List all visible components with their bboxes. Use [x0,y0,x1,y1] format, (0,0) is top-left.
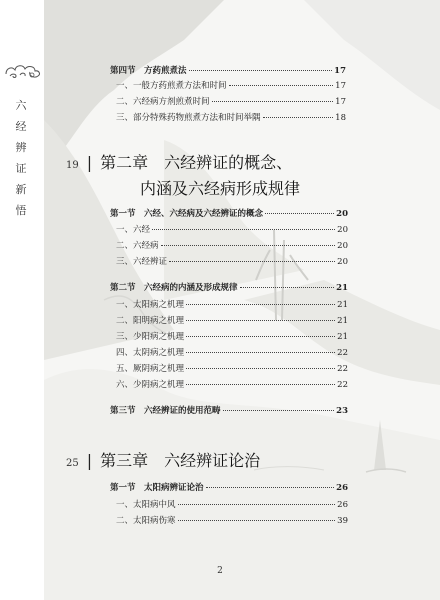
side-margin [0,0,44,600]
toc-section-entry[interactable]: 第一节 六经、六经病及六经辨证的概念 20 [110,209,348,219]
toc-item-entry[interactable]: 三、少阳病之机理 21 [116,332,348,342]
toc-section-entry[interactable]: 第二节 六经病的内涵及形成规律 21 [110,283,348,293]
toc-item-entry[interactable]: 一、一般方药煎煮方法和时间 17 [116,81,346,91]
cloud-ornament-icon [4,60,42,82]
toc-item-entry[interactable]: 二、六经病方剂煎煮时间 17 [116,97,346,107]
toc-item-entry[interactable]: 四、太阴病之机理 22 [116,348,348,358]
chapter-3-heading[interactable]: 25 | 第三章 六经辨证论治 [66,451,261,470]
toc-item-entry[interactable]: 六、少阴病之机理 22 [116,380,348,390]
toc-item-entry[interactable]: 二、六经病 20 [116,241,348,251]
toc-item-entry[interactable]: 二、阳明病之机理 21 [116,316,348,326]
chapter-2-heading-line2: 内涵及六经病形成规律 [140,179,301,198]
toc-item-entry[interactable]: 一、太阳病中风 26 [116,500,348,510]
toc-section-entry[interactable]: 第一节 太阳病辨证论治 26 [110,483,348,493]
book-title-vertical: 六 经 辨 证 新 悟 [15,99,27,217]
toc-item-entry[interactable]: 三、部分特殊药物煎煮方法和时间举隅 18 [116,113,346,123]
toc-item-entry[interactable]: 一、六经 20 [116,225,348,235]
chapter-2-heading[interactable]: 19 | 第二章 六经辨证的概念、 [66,153,293,172]
toc-item-entry[interactable]: 三、六经辨证 20 [116,257,348,267]
table-of-contents [44,0,440,600]
toc-item-entry[interactable]: 一、太阳病之机理 21 [116,300,348,310]
page-number: 2 [217,566,223,576]
toc-section-entry[interactable]: 第三节 六经辨证的使用范畴 23 [110,406,348,416]
toc-section-entry[interactable]: 第四节 方药煎煮法 17 [110,66,346,76]
toc-item-entry[interactable]: 五、厥阴病之机理 22 [116,364,348,374]
toc-item-entry[interactable]: 二、太阳病伤寒 39 [116,516,348,526]
